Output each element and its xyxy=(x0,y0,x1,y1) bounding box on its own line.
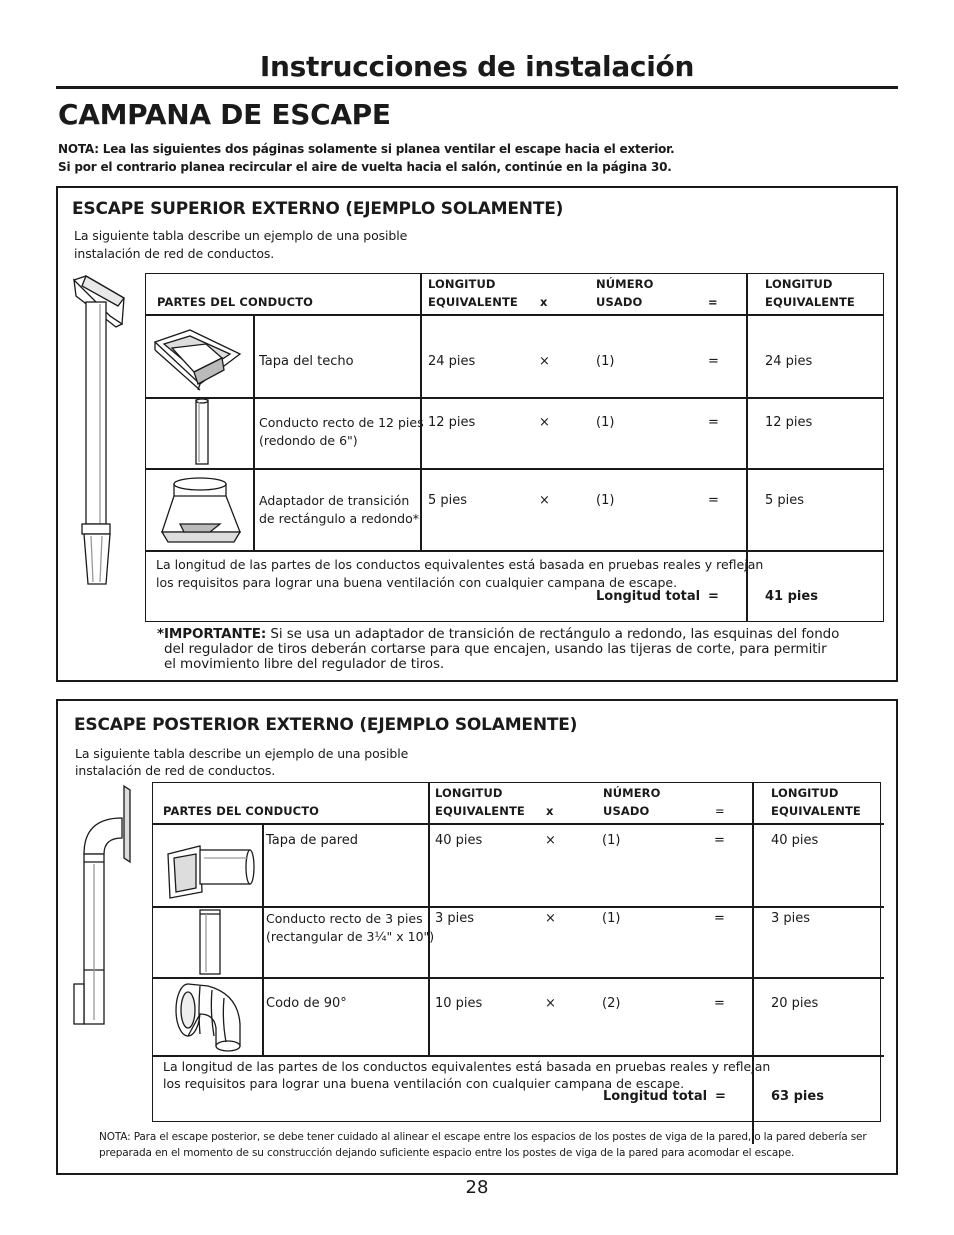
t2-hdr-total-2: EQUIVALENTE xyxy=(771,804,861,818)
t1-hdr-num-1: NÚMERO xyxy=(596,277,654,291)
t2-r3-count: (2) xyxy=(602,996,621,1011)
t1-total-label: Longitud total xyxy=(596,589,701,604)
table2-rule xyxy=(428,782,430,1055)
roof-cap-icon xyxy=(150,326,246,392)
t2-r1-length: 40 pies xyxy=(435,833,483,848)
note-line-1: NOTA: Lea las siguientes dos páginas solamente si planea ventilar el escape hacia el exterior. xyxy=(58,142,675,156)
wall-duct-assembly-icon xyxy=(70,784,136,1028)
t1-r3-equals: = xyxy=(708,493,719,508)
t2-r2-part-1: Conducto recto de 3 pies xyxy=(266,911,423,926)
t2-r3-length: 10 pies xyxy=(435,996,483,1011)
t1-r2-total: 12 pies xyxy=(765,415,813,430)
t2-r2-part-2: (rectangular de 3¼" x 10") xyxy=(266,929,435,944)
t2-hdr-parts: PARTES DEL CONDUCTO xyxy=(163,804,320,818)
note-line-2: Si por el contrario planea recircular el aire de vuelta hacia el salón, continúe en la página 30. xyxy=(58,160,672,174)
t1-r2-part-1: Conducto recto de 12 pies xyxy=(259,415,424,430)
t2-total-equals: = xyxy=(715,1089,726,1104)
t2-hdr-equals: = xyxy=(715,804,725,818)
t2-r1-equals: = xyxy=(714,833,725,848)
t2-footer-1: La longitud de las partes de los conductos equivalentes está basada en pruebas reales y reflejan xyxy=(163,1059,771,1074)
roof-duct-assembly-icon xyxy=(66,272,138,590)
t1-r1-times: × xyxy=(539,354,550,369)
t2-r1-part: Tapa de pared xyxy=(266,833,359,848)
t1-r2-times: × xyxy=(539,415,550,430)
t1-hdr-total-2: EQUIVALENTE xyxy=(765,295,855,309)
important-line-2: del regulador de tiros deberán cortarse para que encajen, usando las tijeras de corte, para permitir xyxy=(164,641,827,657)
table2-rule xyxy=(752,782,754,1144)
section1-intro-1: La siguiente tabla describe un ejemplo de una posible xyxy=(74,228,408,243)
t1-hdr-times: x xyxy=(540,295,548,309)
t1-r3-times: × xyxy=(539,493,550,508)
t2-r3-total: 20 pies xyxy=(771,996,819,1011)
t1-r1-part: Tapa del techo xyxy=(259,354,354,369)
section2-intro-2: instalación de red de conductos. xyxy=(75,763,276,778)
wall-cap-icon xyxy=(160,838,260,902)
t2-r2-total: 3 pies xyxy=(771,911,811,926)
t1-r1-total: 24 pies xyxy=(765,354,813,369)
header-title: Instrucciones de instalación xyxy=(259,50,695,83)
table1-rule xyxy=(253,314,255,550)
t1-r3-count: (1) xyxy=(596,493,615,508)
straight-duct-icon xyxy=(190,398,214,468)
important-line-1: *IMPORTANTE: Si se usa un adaptador de transición de rectángulo a redondo, las esquinas del fondo xyxy=(157,626,840,642)
elbow-90-icon xyxy=(168,980,248,1054)
t2-hdr-eq-len-1: LONGITUD xyxy=(435,786,503,800)
important-line-3: el movimiento libre del regulador de tiros. xyxy=(164,656,445,672)
t1-r2-count: (1) xyxy=(596,415,615,430)
t1-r1-length: 24 pies xyxy=(428,354,476,369)
section2-intro-1: La siguiente tabla describe un ejemplo de una posible xyxy=(75,746,409,761)
t1-r1-count: (1) xyxy=(596,354,615,369)
rectangular-duct-icon xyxy=(196,908,224,976)
section1-title: ESCAPE SUPERIOR EXTERNO (EJEMPLO SOLAMENTE) xyxy=(72,199,564,219)
t2-hdr-num-2: USADO xyxy=(603,804,650,818)
t1-r2-equals: = xyxy=(708,415,719,430)
t2-r2-length: 3 pies xyxy=(435,911,475,926)
t2-hdr-eq-len-2: EQUIVALENTE xyxy=(435,804,525,818)
page-title: CAMPANA DE ESCAPE xyxy=(58,98,391,131)
t1-r3-length: 5 pies xyxy=(428,493,468,508)
t1-hdr-num-2: USADO xyxy=(596,295,643,309)
t2-r2-times: × xyxy=(545,911,556,926)
t2-total-label: Longitud total xyxy=(603,1089,708,1104)
t1-hdr-total-1: LONGITUD xyxy=(765,277,833,291)
t2-r1-times: × xyxy=(545,833,556,848)
section2-title: ESCAPE POSTERIOR EXTERNO (EJEMPLO SOLAMENTE) xyxy=(74,715,578,735)
t1-r3-total: 5 pies xyxy=(765,493,805,508)
t2-hdr-times: x xyxy=(546,804,554,818)
t2-r3-equals: = xyxy=(714,996,725,1011)
transition-adapter-icon xyxy=(160,474,244,548)
t1-hdr-equals: = xyxy=(708,295,718,309)
t1-hdr-eq-len-1: LONGITUD xyxy=(428,277,496,291)
t1-r2-length: 12 pies xyxy=(428,415,476,430)
table2-rule xyxy=(262,823,264,1055)
t2-hdr-total-1: LONGITUD xyxy=(771,786,839,800)
t2-r1-total: 40 pies xyxy=(771,833,819,848)
t1-r1-equals: = xyxy=(708,354,719,369)
page-number: 28 xyxy=(465,1177,489,1198)
table2-rule xyxy=(152,1055,884,1057)
t2-r2-equals: = xyxy=(714,911,725,926)
section1-intro-2: instalación de red de conductos. xyxy=(74,246,275,261)
t2-total-value: 63 pies xyxy=(771,1089,824,1104)
section2-note-1: NOTA: Para el escape posterior, se debe tener cuidado al alinear el escape entre los espacios de los postes de viga de la pared, o la pared debería ser xyxy=(99,1131,867,1143)
t2-r1-count: (1) xyxy=(602,833,621,848)
section2-note-2: preparada en el momento de su construcción dejando suficiente espacio entre los postes de viga de la pared para acomodar el escape. xyxy=(99,1147,795,1159)
header-rule xyxy=(56,86,898,89)
t1-footer-2: los requisitos para lograr una buena ventilación con cualquier campana de escape. xyxy=(156,575,678,590)
table1-rule xyxy=(145,468,884,470)
t2-r2-count: (1) xyxy=(602,911,621,926)
t2-footer-2: los requisitos para lograr una buena ventilación con cualquier campana de escape. xyxy=(163,1076,685,1091)
t2-hdr-num-1: NÚMERO xyxy=(603,786,661,800)
t1-r3-part-2: de rectángulo a redondo* xyxy=(259,511,419,526)
t1-hdr-eq-len-2: EQUIVALENTE xyxy=(428,295,518,309)
t1-hdr-parts: PARTES DEL CONDUCTO xyxy=(157,295,314,309)
t2-r3-times: × xyxy=(545,996,556,1011)
table1-rule xyxy=(145,550,884,552)
t2-r3-part: Codo de 90° xyxy=(266,996,347,1011)
t1-r2-part-2: (redondo de 6") xyxy=(259,433,358,448)
t1-total-equals: = xyxy=(708,589,719,604)
t1-total-value: 41 pies xyxy=(765,589,818,604)
table1-rule xyxy=(145,397,884,399)
t1-r3-part-1: Adaptador de transición xyxy=(259,493,410,508)
t1-footer-1: La longitud de las partes de los conductos equivalentes está basada en pruebas reales y reflejan xyxy=(156,557,764,572)
table1-rule xyxy=(145,314,884,316)
table1-rule xyxy=(420,273,422,550)
